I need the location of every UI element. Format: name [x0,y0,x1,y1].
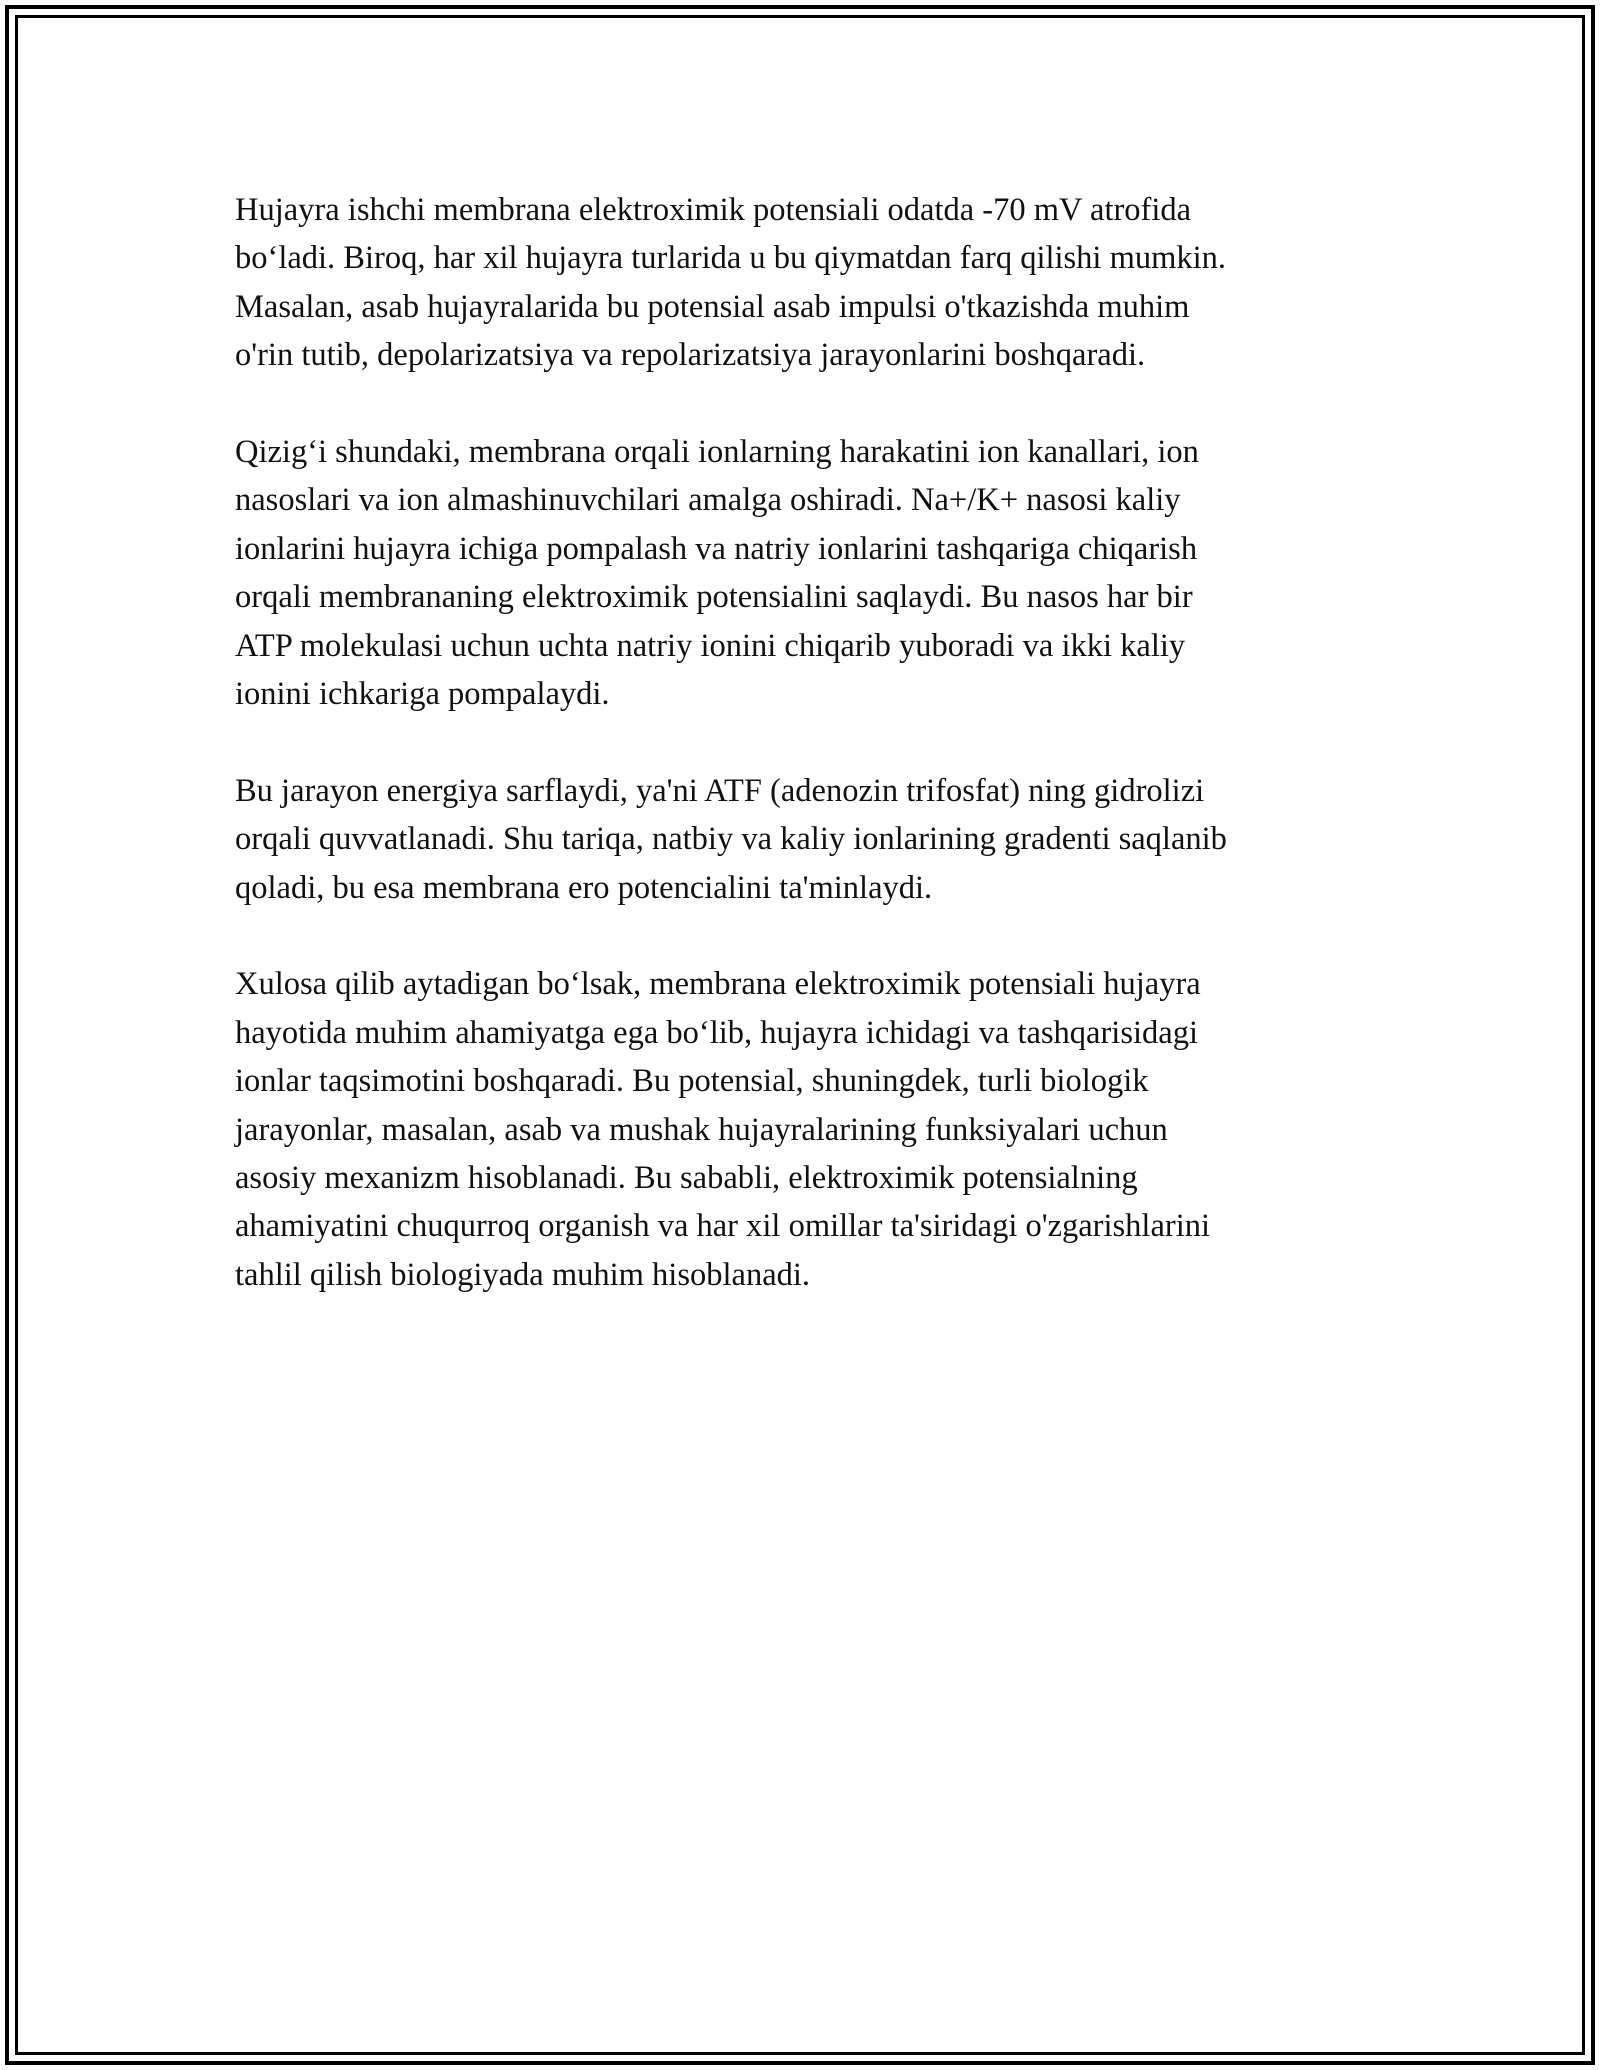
paragraph-line: tahlil qilish biologiyada muhim hisoblanadi. [235,1256,811,1293]
paragraph-line: ionini ichkariga pompalaydi. [235,676,610,713]
paragraph-line: Hujayra ishchi membrana elektroximik potensiali odatda -70 mV atrofida [235,192,1192,228]
paragraph-line: o'rin tutib, depolarizatsiya va repolarizatsiya jarayonlarini boshqaradi. [235,337,1146,374]
paragraph-4 [235,960,1385,1299]
paragraph-3 [235,767,1385,912]
paragraph-1 [235,186,1385,380]
paragraph-line: orqali quvvatlanadi. Shu tariqa, natbiy va kaliy ionlarining gradenti saqlanib [235,821,1227,858]
paragraph-line: hayotida muhim ahamiyatga ega bo‘lib, hujayra ichidagi va tashqarisidagi [235,1014,1198,1051]
paragraph-line: bo‘ladi. Biroq, har xil hujayra turlarida u bu qiymatdan farq qilishi mumkin. [235,240,1227,277]
paragraph-line: Masalan, asab hujayralarida bu potensial asab impulsi o'tkazishda muhim [235,288,1190,325]
paragraph-line: qoladi, bu esa membrana ero potencialini ta'minlaydi. [235,869,933,906]
paragraph-2 [235,428,1385,718]
paragraph-line: ionlar taqsimotini boshqaradi. Bu potensial, shuningdek, turli biologik [235,1063,1149,1100]
paragraph-line: nasoslari va ion almashinuvchilari amalga oshiradi. Na+/K+ nasosi kaliy [235,482,1181,519]
paragraph-line: Qizig‘i shundaki, membrana orqali ionlarning harakatini ion kanallari, ion [235,434,1199,471]
document-body [235,186,1385,1299]
paragraph-line: Bu jarayon energiya sarflaydi, ya'ni ATF (adenozin trifosfat) ning gidrolizi [235,772,1205,809]
paragraph-line: ionlarini hujayra ichiga pompalash va natriy ionlarini tashqariga chiqarish [235,530,1198,567]
paragraph-line: orqali membrananing elektroximik potensialini saqlaydi. Bu nasos har bir [235,579,1193,616]
paragraph-line: asosiy mexanizm hisoblanadi. Bu sababli, elektroximik potensialning [235,1160,1138,1197]
paragraph-line: ahamiyatini chuqurroq organish va har xil omillar ta'siridagi o'zgarishlarini [235,1208,1211,1245]
paragraph-line: jarayonlar, masalan, asab va mushak hujayralarining funksiyalari uchun [235,1111,1168,1148]
paragraph-line: Xulosa qilib aytadigan bo‘lsak, membrana elektroximik potensiali hujayra [235,966,1201,1003]
paragraph-line: ATP molekulasi uchun uchta natriy ionini chiqarib yuboradi va ikki kaliy [235,627,1186,664]
